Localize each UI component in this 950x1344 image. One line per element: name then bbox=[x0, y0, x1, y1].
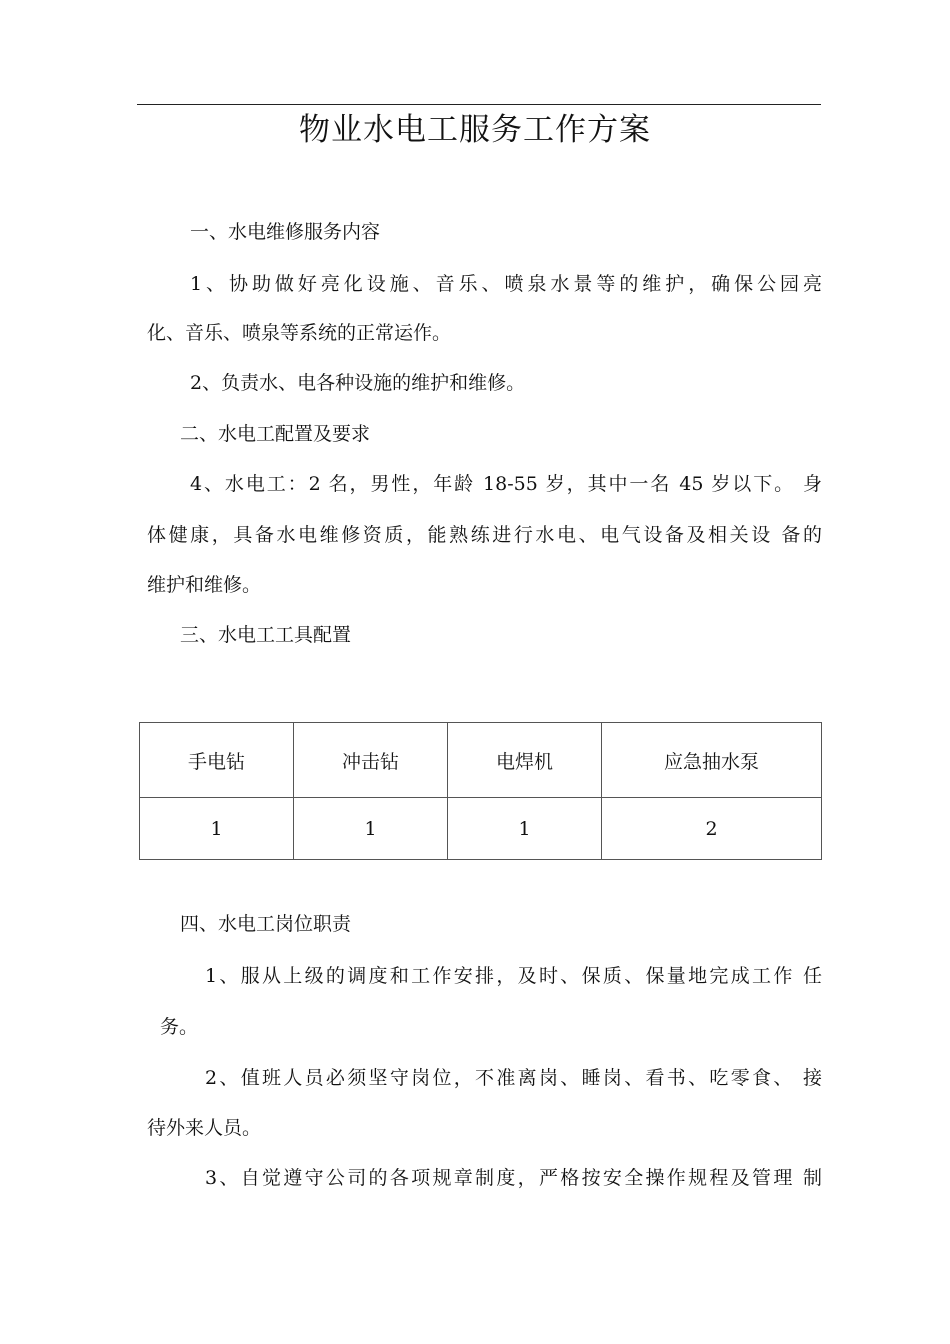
document-title: 物业水电工服务工作方案 bbox=[299, 112, 651, 148]
table-header-cell: 应急抽水泵 bbox=[602, 723, 822, 798]
header-rule bbox=[137, 104, 821, 105]
section-heading-4: 四、水电工岗位职责 bbox=[180, 913, 352, 935]
paragraph-line: 2、值班人员必须坚守岗位，不准离岗、睡岗、看书、吃零食、 接 bbox=[205, 1067, 822, 1089]
table-cell: 1 bbox=[140, 798, 294, 860]
section-heading-3: 三、水电工工具配置 bbox=[180, 624, 352, 646]
paragraph-line: 1、协助做好亮化设施、音乐、喷泉水景等的维护，确保公园亮 bbox=[190, 273, 822, 295]
table-cell: 2 bbox=[602, 798, 822, 860]
paragraph-line: 3、自觉遵守公司的各项规章制度，严格按安全操作规程及管理 制 bbox=[205, 1167, 822, 1189]
table-cell: 1 bbox=[294, 798, 448, 860]
table-header-cell: 电焊机 bbox=[448, 723, 602, 798]
paragraph-line: 4、水电工：2 名，男性，年龄 18-55 岁，其中一名 45 岁以下。 身 bbox=[190, 473, 822, 495]
paragraph-line: 务。 bbox=[160, 1016, 199, 1038]
table-cell: 1 bbox=[448, 798, 602, 860]
table-header-row bbox=[140, 723, 822, 798]
paragraph-line: 体健康，具备水电维修资质，能熟练进行水电、电气设备及相关设 备的 bbox=[147, 524, 822, 546]
table-header-cell: 冲击钻 bbox=[294, 723, 448, 798]
paragraph-line: 1、服从上级的调度和工作安排，及时、保质、保量地完成工作 任 bbox=[205, 965, 822, 987]
paragraph-line: 待外来人员。 bbox=[147, 1117, 262, 1139]
table-row bbox=[140, 798, 822, 860]
table-header-cell: 手电钻 bbox=[140, 723, 294, 798]
section-heading-1: 一、水电维修服务内容 bbox=[190, 221, 381, 243]
tools-table bbox=[139, 722, 822, 860]
section-heading-2: 二、水电工配置及要求 bbox=[180, 423, 371, 445]
paragraph-line: 化、音乐、喷泉等系统的正常运作。 bbox=[147, 322, 452, 344]
paragraph-line: 维护和维修。 bbox=[147, 574, 262, 596]
paragraph-line: 2、负责水、电各种设施的维护和维修。 bbox=[190, 372, 526, 394]
